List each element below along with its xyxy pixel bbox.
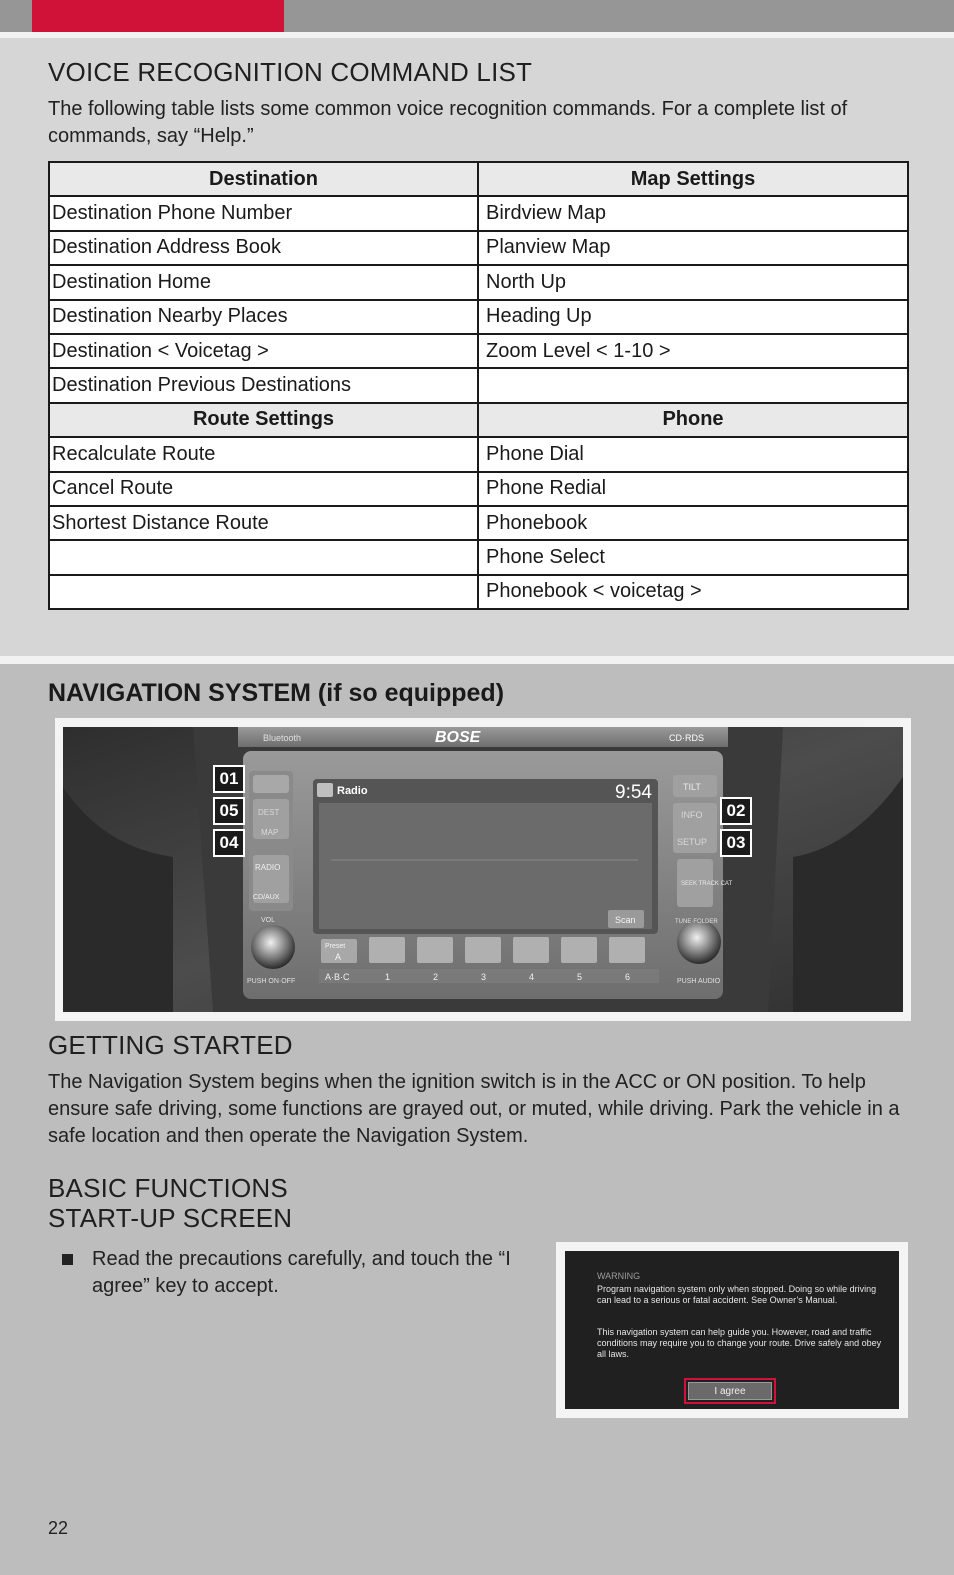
table-cell: Phonebook < voicetag > bbox=[478, 575, 908, 609]
table-cell: Phone Redial bbox=[478, 472, 908, 506]
table-row bbox=[49, 437, 908, 471]
table-row bbox=[49, 231, 908, 265]
preset-5-button[interactable] bbox=[561, 937, 597, 963]
bullet-text: Read the precautions carefully, and touch the “I agree” key to accept. bbox=[92, 1248, 511, 1297]
tune-folder-knob[interactable] bbox=[677, 920, 721, 964]
navigation-unit-photo bbox=[55, 718, 911, 1021]
callout-03: 03 bbox=[720, 829, 752, 857]
table-row bbox=[49, 540, 908, 574]
push-onoff-label: PUSH ON·OFF bbox=[247, 978, 296, 985]
head-unit-image bbox=[63, 727, 903, 1012]
cd-aux-label: CD/AUX bbox=[253, 894, 280, 901]
voice-button[interactable] bbox=[253, 775, 289, 793]
setup-label: SETUP bbox=[677, 837, 708, 847]
preset-number: 4 bbox=[529, 972, 535, 982]
preset-2-button[interactable] bbox=[417, 937, 453, 963]
getting-started-text: The Navigation System begins when the ignition switch is in the ACC or ON position. To help ensure safe driving, some functions are grayed out, or muted, while driving. Park the vehicle in a safe location and then operate the Navigation System. bbox=[48, 1071, 900, 1147]
startup-screen bbox=[565, 1251, 899, 1409]
screen-radio-label: Radio bbox=[337, 785, 368, 797]
preset-number: 1 bbox=[385, 972, 391, 982]
table-cell: Heading Up bbox=[478, 300, 908, 334]
info-label: INFO bbox=[681, 810, 703, 820]
table-row bbox=[49, 265, 908, 299]
table-row bbox=[49, 506, 908, 540]
top-accent-bar bbox=[32, 0, 284, 32]
voice-intro: The following table lists some common voice recognition commands. For a complete list of commands, say “Help.” bbox=[48, 98, 848, 147]
startup-screen-image bbox=[556, 1242, 908, 1418]
table-row bbox=[49, 334, 908, 368]
table-header-row bbox=[49, 162, 908, 196]
push-audio-label: PUSH AUDIO bbox=[677, 978, 721, 985]
table-cell: Destination < Voicetag > bbox=[49, 334, 478, 368]
table-cell: Birdview Map bbox=[478, 196, 908, 230]
scan-label: Scan bbox=[615, 915, 636, 925]
table-cell: Destination Address Book bbox=[49, 231, 478, 265]
table-cell: Destination Home bbox=[49, 265, 478, 299]
cd-rds-label: CD·RDS bbox=[669, 733, 704, 743]
table-cell: Destination Nearby Places bbox=[49, 300, 478, 334]
basic-functions-title: BASIC FUNCTIONS bbox=[48, 1173, 288, 1203]
bluetooth-label: Bluetooth bbox=[263, 733, 302, 743]
voice-command-table bbox=[48, 161, 909, 610]
table-cell: Phone Dial bbox=[478, 437, 908, 471]
i-agree-label: I agree bbox=[688, 1382, 772, 1400]
clock-display: 9:54 bbox=[615, 782, 652, 803]
warning-title: WARNING bbox=[597, 1271, 641, 1281]
table-cell bbox=[49, 575, 478, 609]
bose-logo: BOSE bbox=[435, 729, 481, 746]
preset-letter: A bbox=[335, 952, 342, 962]
preset-number: 3 bbox=[481, 972, 487, 982]
tune-folder-label: TUNE·FOLDER bbox=[675, 919, 718, 925]
top-bar bbox=[0, 0, 954, 32]
callout-02: 02 bbox=[720, 797, 752, 825]
table-row bbox=[49, 196, 908, 230]
table-cell: Shortest Distance Route bbox=[49, 506, 478, 540]
preset-number: 5 bbox=[577, 972, 583, 982]
table-cell: Phone Select bbox=[478, 540, 908, 574]
table-cell: North Up bbox=[478, 265, 908, 299]
callout-05: 05 bbox=[213, 797, 245, 825]
callout-01: 01 bbox=[213, 765, 245, 793]
table-cell: Destination Phone Number bbox=[49, 196, 478, 230]
preset-4-button[interactable] bbox=[513, 937, 549, 963]
tilt-label: TILT bbox=[683, 782, 701, 792]
warning-text-2: This navigation system can help guide you. However, road and traffic conditions may require you to change your route. Drive safely and obey all laws. bbox=[597, 1327, 882, 1359]
table-header: Route Settings bbox=[49, 403, 478, 437]
navigation-title: NAVIGATION SYSTEM (if so equipped) bbox=[48, 679, 505, 707]
volume-knob[interactable] bbox=[251, 925, 295, 969]
page-number: 22 bbox=[48, 1518, 69, 1538]
table-row bbox=[49, 368, 908, 402]
bullet-square-icon bbox=[62, 1254, 73, 1265]
map-label: MAP bbox=[261, 828, 279, 837]
abc-label: A·B·C bbox=[325, 972, 350, 982]
i-agree-button[interactable] bbox=[684, 1378, 776, 1404]
preset-label: Preset bbox=[325, 943, 346, 950]
table-row bbox=[49, 472, 908, 506]
table-row bbox=[49, 575, 908, 609]
section-divider bbox=[0, 656, 954, 664]
table-cell: Phonebook bbox=[478, 506, 908, 540]
preset-number: 2 bbox=[433, 972, 439, 982]
preset-6-button[interactable] bbox=[609, 937, 645, 963]
startup-screen-title: START-UP SCREEN bbox=[48, 1203, 293, 1233]
table-cell: Planview Map bbox=[478, 231, 908, 265]
table-cell: Destination Previous Destinations bbox=[49, 368, 478, 402]
table-cell: Recalculate Route bbox=[49, 437, 478, 471]
voice-title: VOICE RECOGNITION COMMAND LIST bbox=[48, 57, 533, 87]
getting-started-title: GETTING STARTED bbox=[48, 1030, 293, 1060]
radio-icon bbox=[317, 783, 333, 797]
table-cell: Zoom Level < 1-10 > bbox=[478, 334, 908, 368]
warning-text-1: Program navigation system only when stopped. Doing so while driving can lead to a serious or fatal accident. See Owner’s Manual. bbox=[597, 1284, 877, 1305]
preset-1-button[interactable] bbox=[369, 937, 405, 963]
vol-label: VOL bbox=[261, 917, 276, 924]
seek-label: SEEK TRACK CAT bbox=[681, 881, 733, 887]
table-cell bbox=[478, 368, 908, 402]
table-header: Map Settings bbox=[478, 162, 908, 196]
radio-label: RADIO bbox=[255, 863, 281, 872]
table-header: Phone bbox=[478, 403, 908, 437]
top-panel bbox=[238, 727, 728, 747]
callout-04: 04 bbox=[213, 829, 245, 857]
preset-3-button[interactable] bbox=[465, 937, 501, 963]
preset-number: 6 bbox=[625, 972, 631, 982]
table-row bbox=[49, 300, 908, 334]
table-header: Destination bbox=[49, 162, 478, 196]
table-header-row bbox=[49, 403, 908, 437]
table-cell: Cancel Route bbox=[49, 472, 478, 506]
dest-label: DEST bbox=[258, 808, 280, 817]
table-cell bbox=[49, 540, 478, 574]
